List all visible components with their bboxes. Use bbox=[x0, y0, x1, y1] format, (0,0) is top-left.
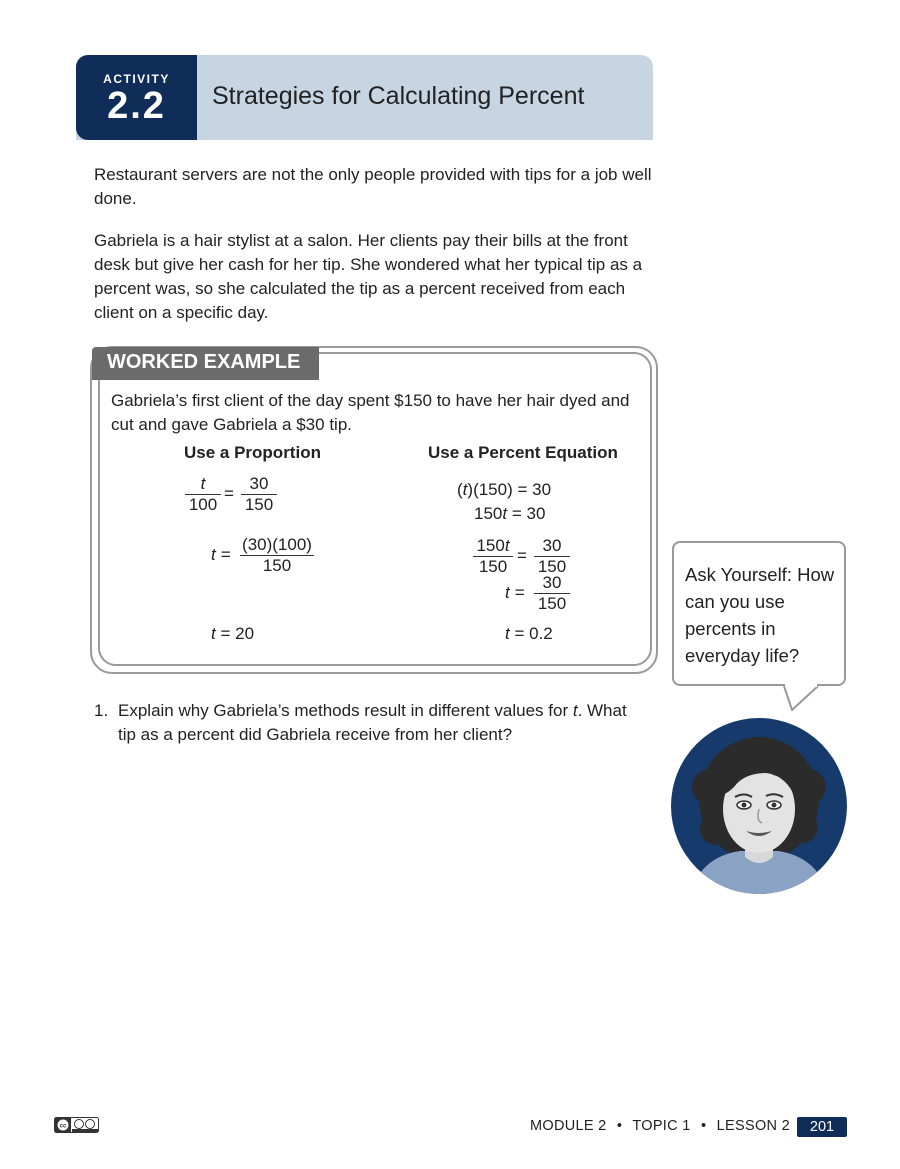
equation-step4-fraction: $\frac{30}{150}$ bbox=[534, 573, 570, 614]
worked-example-intro: Gabriela’s first client of the day spent $150 to have her hair dyed and cut and gave Gabriela a $30 tip. bbox=[111, 391, 630, 434]
activity-badge bbox=[76, 55, 197, 140]
intro-paragraph-2: Gabriela is a hair stylist at a salon. Her clients pay their bills at the front desk but give her cash for her tip. She wondered what her typical tip as a percent was, so she calculated the tip as a percent received from each client on a specific day. bbox=[94, 231, 643, 322]
proportion-step1-equals: = bbox=[224, 484, 234, 503]
worked-example-tab: WORKED EXAMPLE bbox=[92, 347, 319, 380]
equation-line-2: 150t = 30 bbox=[474, 504, 546, 523]
footer-breadcrumb: MODULE 2 • TOPIC 1 • LESSON 2 bbox=[530, 1118, 790, 1134]
svg-text:cc: cc bbox=[59, 1123, 67, 1130]
activity-label: ACTIVITY bbox=[103, 72, 170, 86]
page-number: 201 bbox=[797, 1117, 847, 1137]
proportion-step1-lhs-fraction: $\frac{t}{100}$ bbox=[185, 474, 221, 515]
activity-title: Strategies for Calculating Percent bbox=[212, 82, 585, 110]
proportion-step1-rhs-fraction: $\frac{30}{150}$ bbox=[241, 474, 277, 515]
equation-step3-rhs-fraction: $\frac{30}{150}$ bbox=[534, 536, 570, 577]
percent-equation-heading: Use a Percent Equation bbox=[428, 443, 618, 462]
intro-paragraph-1: Restaurant servers are not the only people provided with tips for a job well done. bbox=[94, 165, 652, 208]
proportion-step2-fraction: $\frac{(30)(100)}{150}$ bbox=[240, 535, 314, 576]
gabriela-avatar bbox=[670, 717, 848, 895]
equation-step3-equals: = bbox=[517, 546, 527, 565]
question-text: Explain why Gabriela’s methods result in different values for t. What tip as a percent did Gabriela receive from her client? bbox=[118, 701, 627, 744]
proportion-step2-lhs: t = bbox=[211, 545, 231, 564]
equation-result: t = 0.2 bbox=[505, 624, 553, 643]
activity-number: 2.2 bbox=[107, 85, 166, 127]
ask-yourself-text: Ask Yourself: How can you use percents in everyday life? bbox=[685, 564, 835, 666]
question-number: 1. bbox=[94, 701, 109, 720]
creative-commons-license-icon bbox=[54, 1117, 99, 1133]
equation-line-1: (t)(150) = 30 bbox=[457, 480, 552, 499]
speech-tail-icon bbox=[782, 684, 822, 714]
equation-step3-lhs-fraction: $\frac{150t}{150}$ bbox=[473, 536, 513, 577]
proportion-result: t = 20 bbox=[211, 624, 255, 643]
equation-step4-lhs: t = bbox=[505, 583, 525, 602]
proportion-heading: Use a Proportion bbox=[184, 443, 321, 462]
